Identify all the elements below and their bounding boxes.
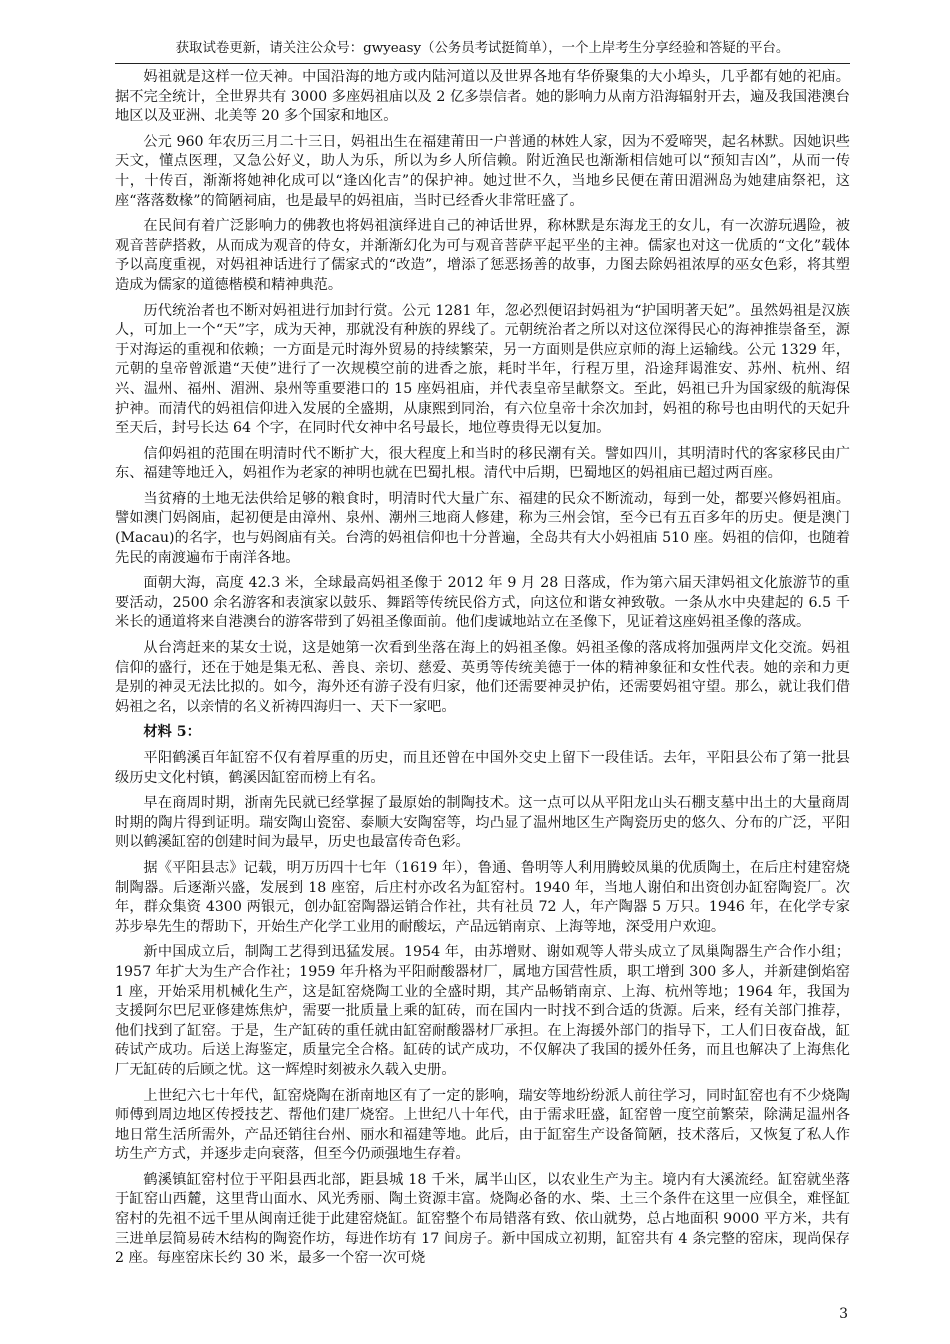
paragraph: 面朝大海，高度 42.3 米，全球最高妈祖圣像于 2012 年 9 月 28 日落成，作为第六届天津妈祖文化旅游节的重要活动，2500 余名游客和表演家以鼓乐、舞蹈等传统民俗方式，向这位和谐女神致敬。一条从水中央建起的 6.5 千米长的通道将来自港澳台的游客带到了妈祖圣像面前。他们虔诚地站立在圣像下，见证着这座妈祖圣像的落成。	[115, 575, 850, 631]
paragraph: 平阳鹤溪百年缸窑不仅有着厚重的历史，而且还曾在中国外交史上留下一段佳话。去年，平阳县公布了第一批县级历史文化村镇，鹤溪因缸窑而榜上有名。	[115, 750, 850, 786]
header-divider	[115, 63, 850, 64]
paragraph: 当贫瘠的土地无法供给足够的粮食时，明清时代大量广东、福建的民众不断流动，每到一处，都要兴修妈祖庙。譬如澳门妈阁庙，起初便是由漳州、泉州、潮州三地商人修建，称为三州会馆，至今已有五百多年的历史。便是澳门(Macau)的名字，也与妈阁庙有关。台湾的妈祖信仰也十分普遍，全岛共有大小妈祖庙 510 座。妈祖的信仰，也随着先民的南渡遍布于南洋各地。	[115, 490, 850, 566]
page-number: 3	[839, 1306, 848, 1322]
paragraph: 妈祖就是这样一位天神。中国沿海的地方或内陆河道以及世界各地有华侨聚集的大小埠头，几乎都有她的祀庙。据不完全统计，全世界共有 3000 多座妈祖庙以及 2 亿多崇信者。她的影响力从南方沿海辐射开去，遍及我国港澳台地区以及亚洲、北美等 20 多个国家和地区。	[115, 69, 850, 125]
page-header-notice: 获取试卷更新，请关注公众号：gwyeasy（公务员考试挺简单），一个上岸考生分享经验和答疑的平台。	[175, 41, 790, 56]
paragraph: 早在商周时期，浙南先民就已经掌握了最原始的制陶技术。这一点可以从平阳龙山头石棚支墓中出土的大量商周时期的陶片得到证明。瑞安陶山瓷窑、泰顺大安陶窑等，均凸显了温州地区生产陶瓷历史的悠久、分布的广泛，平阳则以鹤溪缸窑的创建时间为最早，历史也最富传奇色彩。	[115, 795, 850, 851]
paragraph: 鹤溪镇缸窑村位于平阳县西北部，距县城 18 千米，属半山区，以农业生产为主。境内有大溪流经。缸窑就坐落于缸窑山西麓，这里背山面水、风光秀丽、陶土资源丰富。烧陶必备的水、柴、土三个条件在这里一应俱全，难怪缸窑村的先祖不远千里从闽南迁徙于此建窑烧缸。缸窑整个布局错落有致、依山就势，总占地面积 9000 平方米，共有三进单层简易砖木结构的陶瓷作坊，每进作坊有 17 间房子。新中国成立初期，缸窑共有 4 条完整的窑床，现尚保存 2 座。每座窑床长约 30 米，最多一个窑一次可烧	[115, 1171, 850, 1267]
paragraph: 从台湾赶来的某女士说，这是她第一次看到坐落在海上的妈祖圣像。妈祖圣像的落成将加强两岸文化交流。妈祖信仰的盛行，还在于她是集无私、善良、亲切、慈爱、英勇等传统美德于一体的精神象征和女性代表。她的亲和力更是别的神灵无法比拟的。如今，海外还有游子没有归家，他们还需要神灵护佑，还需要妈祖守望。那么，就让我们借妈祖之名，以亲情的名义祈祷四海归一、天下一家吧。	[115, 640, 850, 715]
paragraph: 历代统治者也不断对妈祖进行加封行赏。公元 1281 年，忽必烈便诏封妈祖为“护国明著天妃”。虽然妈祖是汉族人，可加上一个“天”字，成为天神，那就没有种族的界线了。元朝统治者之所以对这位深得民心的海神推崇备至，源于对海运的重视和依赖；一方面是元时海外贸易的持续繁荣，另一方面则是供应京师的海上运输线。公元 1329 年，元朝的皇帝曾派遣“天使”进行了一次规模空前的进香之旅，耗时半年，行程万里，沿途拜谒淮安、苏州、杭州、绍兴、温州、福州、湄洲、泉州等重要港口的 15 座妈祖庙，并代表皇帝呈献祭文。至此，妈祖已升为国家级的航海保护神。而清代的妈祖信仰进入发展的全盛期，从康熙到同治，有六位皇帝十余次加封，妈祖的称号也由明代的天妃升至天后，封号长达 64 个字，在同时代女神中名号最长，地位尊贵得无以复加。	[115, 302, 850, 437]
document-body	[115, 68, 850, 1275]
paragraph: 上世纪六七十年代，缸窑烧陶在浙南地区有了一定的影响，瑞安等地纷纷派人前往学习，同时缸窑也有不少烧陶师傅到周边地区传授技艺、帮他们建厂烧窑。上世纪八十年代，由于需求旺盛，缸窑曾一度空前繁荣，除满足温州各地日常生活所需外，产品还销往台州、丽水和福建等地。此后，由于缸窑生产设备简陋，技术落后，又恢复了私人作坊生产方式，并逐步走向衰落，但至今仍顽强地生存着。	[115, 1087, 850, 1163]
paragraph: 据《平阳县志》记载，明万历四十七年（1619 年），鲁通、鲁明等人利用腾蛟凤巢的优质陶土，在后庄村建窑烧制陶器。后逐渐兴盛，发展到 18 座窑，后庄村亦改名为缸窑村。1940 年，当地人谢伯和出资创办缸窑陶瓷厂。次年，群众集资 4300 两银元，创办缸窑陶器运销合作社，共有社员 72 人，年产陶器 5 万只。1946 年，在化学专家苏步皋先生的帮助下，开始生产化学工业用的耐酸坛，产品远销南京、上海等地，深受用户欢迎。	[115, 859, 850, 935]
paragraph: 在民间有着广泛影响力的佛教也将妈祖演绎进自己的神话世界，称林默是东海龙王的女儿，有一次游玩遇险，被观音菩萨搭救，从而成为观音的侍女，并渐渐幻化为可与观音菩萨平起平坐的主神。儒家也对这一优质的“文化”载体予以高度重视，对妈祖神话进行了儒家式的“改造”，增添了惩恶扬善的故事，力图去除妈祖浓厚的巫女色彩，将其塑造成为儒家的道德楷模和精神典范。	[115, 218, 850, 293]
section-heading: 材料 5：	[143, 724, 201, 741]
paragraph: 信仰妈祖的范围在明清时代不断扩大，很大程度上和当时的移民潮有关。譬如四川，其明清时代的客家移民由广东、福建等地迁入，妈祖作为老家的神明也就在巴蜀扎根。清代中后期，巴蜀地区的妈祖庙已超过两百座。	[115, 445, 850, 482]
paragraph: 公元 960 年农历三月二十三日，妈祖出生在福建莆田一户普通的林姓人家，因为不爱啼哭，起名林默。因她识些天文，懂点医理，又急公好义，助人为乐，所以为乡人所信赖。附近渔民也渐渐相信她可以“预知吉凶”，从而一传十，十传百，渐渐将她神化成可以“逢凶化吉”的保护神。她过世不久，当地乡民便在莆田湄洲岛为她建庙祭祀，这座“落落数椽”的简陋祠庙，也是最早的妈祖庙，当时已经香火非常旺盛了。	[115, 133, 850, 209]
paragraph: 新中国成立后，制陶工艺得到迅猛发展。1954 年，由苏增财、谢如观等人带头成立了凤巢陶器生产合作小组；1957 年扩大为生产合作社；1959 年升格为平阳耐酸器材厂，属地方国营性质，职工增到 300 多人，并新建倒焰窑 1 座，开始采用机械化生产，这是缸窑烧陶工业的全盛时期，其产品畅销南京、上海、杭州等地；1964 年，我国为支援阿尔巴尼亚修建炼焦炉，需要一批质量上乘的缸砖，而在国内一时找不到合适的货源。后来，经有关部门推荐，他们找到了缸窑。于是，生产缸砖的重任就由缸窑耐酸器材厂承担。在上海援外部门的指导下，工人们日夜奋战，缸砖试产成功。后送上海鉴定，质量完全合格。缸砖的试产成功，不仅解决了我国的援外任务，而且也解决了上海焦化厂无缸砖的后顾之忧。这一辉煌时刻被永久载入史册。	[115, 944, 850, 1078]
